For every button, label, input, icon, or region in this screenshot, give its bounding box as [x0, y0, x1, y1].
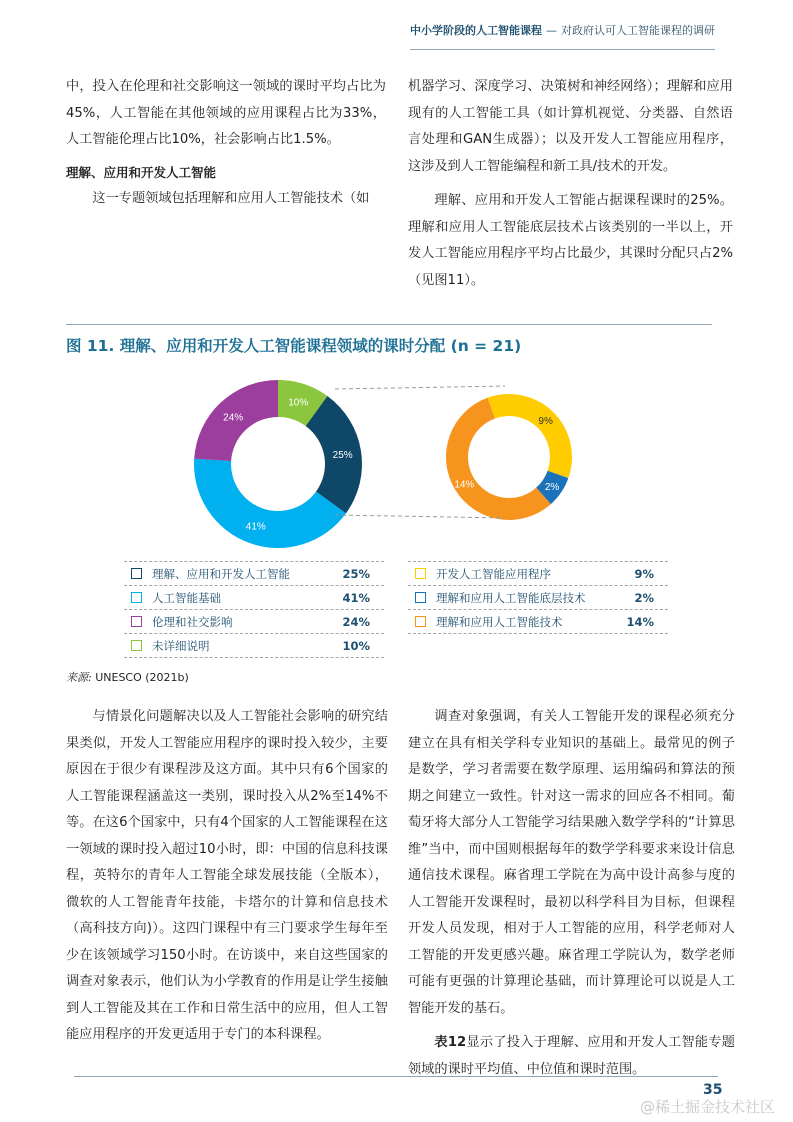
legend-swatch — [131, 616, 142, 627]
legend-item — [124, 585, 384, 609]
donut-slice — [487, 394, 572, 478]
legend-value: 24% — [342, 614, 370, 629]
slice-label: 25% — [332, 449, 353, 461]
donut-slice — [194, 459, 346, 548]
legend-value: 9% — [634, 566, 654, 581]
header-separator: — — [546, 24, 557, 37]
section-subheading: 理解、应用和开发人工智能 — [66, 164, 217, 180]
paragraph: 调查对象强调，有关人工智能开发的课程必须充分建立在具有相关学科专业知识的基础上。最常见的例子是数学，学习者需要在数学原理、运用编码和算法的预期之间建立一致性。针对这一需求的回应各不相同。葡萄牙将大部分人工智能学习结果融入数学学科的“计算思维”当中，而中国则根据每年的数学学科要求来设计信息通信技术课程。麻省理工学院在为高中设计高参与度的人工智能开发课程时，最初以科学科目为目标，但课程开发人员发现，相对于人工智能的应用，科学老师对人工智能的开发更感兴趣。麻省理工学院认为，数学老师可能有更强的计算理论基础，而计算理论可以说是人工智能开发的基石。 — [408, 709, 735, 1016]
running-header — [410, 22, 715, 38]
legend-label: 开发人工智能应用程序 — [436, 566, 551, 581]
legend-value: 41% — [342, 590, 370, 605]
slice-label: 41% — [245, 521, 266, 533]
legend-label: 理解、应用和开发人工智能 — [152, 566, 290, 581]
legend-item — [124, 561, 384, 585]
legend-label: 理解和应用人工智能底层技术 — [436, 590, 586, 605]
legend-label: 理解和应用人工智能技术 — [436, 614, 563, 629]
legend-swatch — [415, 616, 426, 627]
watermark: @稀土掘金技术社区 — [640, 1098, 776, 1116]
paragraph: 与情景化问题解决以及人工智能社会影响的研究结果类似，开发人工智能应用程序的课时投入较少，主要原因在于很少有课程涉及这方面。其中只有6个国家的人工智能课程涵盖这一类别，课时投入从2%至14%不等。在这6个国家中，只有4个国家的人工智能课程在这一领域的课时投入超过10小时，即：中国的信息科技课程，英特尔的青年人工智能全球发展技能（全版本），微软的人工智能青年技能，卡塔尔的计算和信息技术（高科技方向)）。这四门课程中有三门要求学生每年至少在该领域学习150小时。在访谈中，来自这些国家的调查对象表示，他们认为小学教育的作用是让学生接触到人工智能及其在工作和日常生活中的应用，但人工智能应用程序的开发更适用于专门的本科课程。 — [66, 709, 388, 1042]
paragraph: 理解、应用和开发人工智能占据课程课时的25%。理解和应用人工智能底层技术占该类别的一半以上，开发人工智能应用程序平均占比最少，其课时分配只占2%（见图11）。 — [408, 193, 733, 288]
legend-item — [408, 609, 668, 634]
paragraph: 这一专题领域包括理解和应用人工智能技术（如 — [92, 191, 370, 206]
legend-value: 25% — [342, 566, 370, 581]
donut-chart-figure — [0, 360, 793, 560]
legend-value: 14% — [626, 614, 654, 629]
slice-label: 10% — [288, 397, 309, 409]
legend-left — [124, 561, 384, 658]
source-label: 来源: — [66, 671, 92, 684]
legend-item — [124, 633, 384, 658]
legend-label: 人工智能基础 — [152, 590, 221, 605]
page-number: 35 — [703, 1082, 723, 1098]
legend-swatch — [131, 640, 142, 651]
top-left-column — [66, 74, 386, 213]
bottom-left-column — [66, 704, 388, 1049]
legend-swatch — [415, 592, 426, 603]
paragraph: 机器学习、深度学习、决策树和神经网络）；理解和应用现有的人工智能工具（如计算机视觉、分类器、自然语言处理和GAN生成器）；以及开发人工智能应用程序，这涉及到人工智能编程和新工具/技术的开发。 — [408, 79, 733, 174]
figure-rule — [66, 324, 712, 325]
legend-value: 10% — [342, 638, 370, 653]
breakdown-donut — [446, 394, 572, 520]
legend-label: 伦理和社交影响 — [152, 614, 233, 629]
paragraph: 中，投入在伦理和社交影响这一领域的课时平均占比为45%，人工智能在其他领域的应用课程占比为33%，人工智能伦理占比10%，社会影响占比1.5%。 — [66, 79, 386, 147]
source-text: UNESCO (2021b) — [91, 671, 189, 684]
header-subtitle: 对政府认可人工智能课程的调研 — [561, 24, 715, 37]
slice-label: 9% — [538, 416, 553, 428]
connector-line-top — [335, 386, 505, 389]
footer-rule — [74, 1076, 718, 1077]
slice-label: 2% — [544, 482, 560, 494]
figure-title: 图 11. 理解、应用和开发人工智能课程领域的课时分配 (n = 21) — [66, 337, 522, 355]
slice-label: 14% — [454, 479, 475, 491]
legend-value: 2% — [634, 590, 654, 605]
legend-swatch — [131, 592, 142, 603]
legend-swatch — [415, 568, 426, 579]
bottom-right-column — [408, 704, 735, 1083]
header-rule — [410, 49, 715, 50]
legend-label: 未详细说明 — [152, 638, 210, 653]
main-donut — [194, 380, 362, 548]
table-reference: 表12 — [434, 1035, 467, 1050]
legend-swatch — [131, 568, 142, 579]
header-title: 中小学阶段的人工智能课程 — [410, 24, 542, 37]
legend-item — [408, 561, 668, 585]
legend-item — [408, 585, 668, 609]
connector-line-bottom — [335, 515, 505, 518]
paragraph-text: 显示了投入于理解、应用和开发人工智能专题领域的课时平均值、中位值和课时范围。 — [408, 1035, 735, 1077]
legend-right — [408, 561, 668, 634]
slice-label: 24% — [223, 412, 244, 424]
legend-item — [124, 609, 384, 633]
figure-source — [66, 669, 189, 685]
top-right-column — [408, 74, 733, 294]
